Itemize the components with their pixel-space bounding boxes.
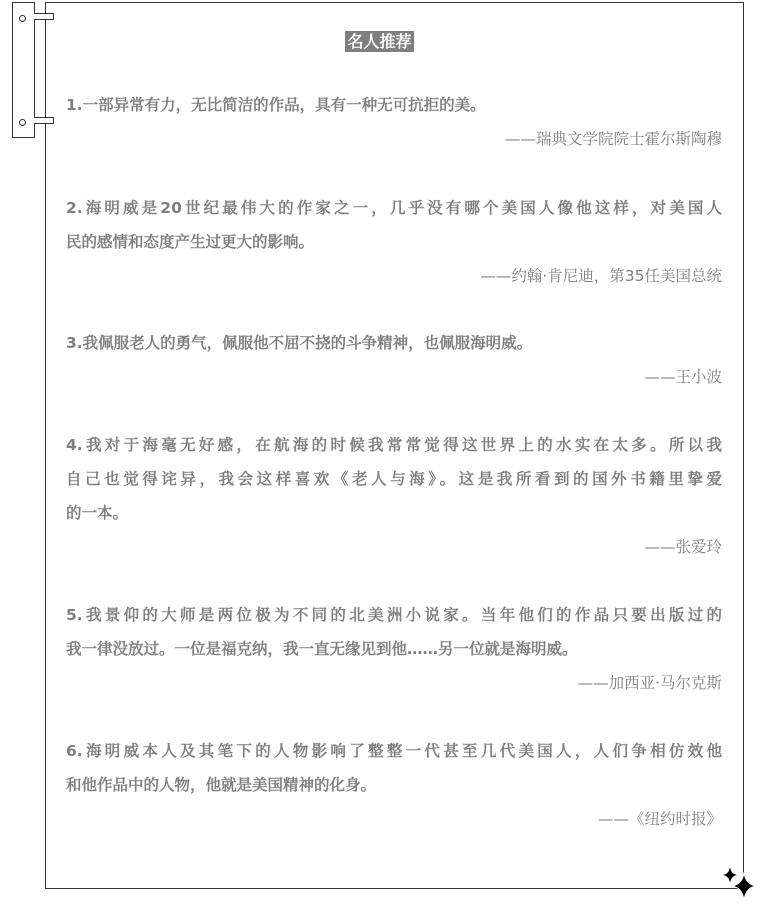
quote-2 — [66, 191, 722, 293]
quote-text: 5.我景仰的大师是两位极为不同的北美洲小说家。当年他们的作品只要出版过的 — [66, 606, 722, 624]
quote-3 — [66, 326, 722, 394]
binder-tab — [34, 13, 54, 20]
binder-hole — [19, 119, 26, 126]
binder-tab — [34, 117, 54, 124]
quote-attribution: ——王小波 — [644, 368, 722, 386]
quote-text: 的一本。 — [66, 504, 129, 522]
quote-text: 和他作品中的人物，他就是美国精神的化身。 — [66, 776, 377, 794]
section-title — [0, 29, 759, 52]
quote-5 — [66, 598, 722, 700]
binder-hole — [19, 15, 26, 22]
quote-text: 我一律没放过。一位是福克纳，我一直无缘见到他……另一位就是海明威。 — [66, 640, 578, 658]
sparkle-icon — [720, 864, 759, 904]
quote-attribution: ——瑞典文学院院士霍尔斯陶穆 — [504, 130, 722, 148]
quote-4 — [66, 428, 722, 564]
quote-text: 民的感情和态度产生过更大的影响。 — [66, 233, 315, 251]
quote-attribution: ——约翰·肯尼迪，第35任美国总统 — [480, 267, 722, 285]
quote-attribution: ——《纽约时报》 — [597, 810, 722, 828]
quote-text: 1.一部异常有力，无比简洁的作品，具有一种无可抗拒的美。 — [66, 96, 486, 114]
quote-text: 4.我对于海毫无好感，在航海的时候我常常觉得这世界上的水实在太多。所以我 — [66, 436, 722, 454]
quote-6 — [66, 734, 722, 836]
section-title-text: 名人推荐 — [347, 32, 412, 51]
quote-text: 自己也觉得诧异，我会这样喜欢《老人与海》。这是我所看到的国外书籍里挚爱 — [66, 470, 722, 488]
quote-attribution: ——张爱玲 — [644, 538, 722, 556]
quote-text: 3.我佩服老人的勇气，佩服他不屈不挠的斗争精神，也佩服海明威。 — [66, 334, 533, 352]
quote-attribution: ——加西亚·马尔克斯 — [577, 674, 722, 692]
quote-1 — [66, 88, 722, 156]
binder-strip — [12, 2, 35, 138]
quote-text: 6.海明威本人及其笔下的人物影响了整整一代甚至几代美国人，人们争相仿效他 — [66, 742, 722, 760]
quote-text: 2.海明威是20世纪最伟大的作家之一，几乎没有哪个美国人像他这样，对美国人 — [66, 199, 722, 217]
